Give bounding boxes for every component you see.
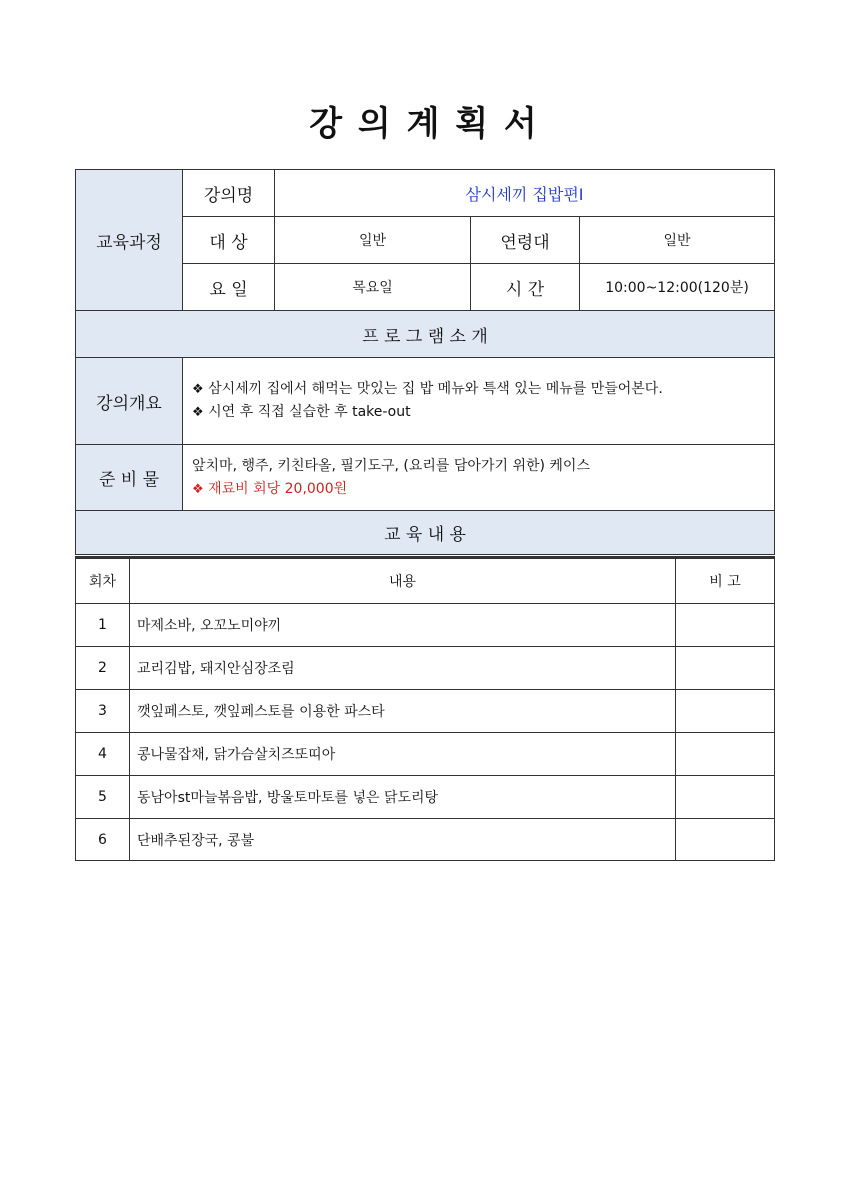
row-no: 4	[76, 733, 130, 776]
header-no: 회차	[76, 558, 130, 604]
row-content: 깻잎페스토, 깻잎페스토를 이용한 파스타	[130, 690, 676, 733]
diamond-bullet-icon: ❖	[192, 382, 204, 397]
fee-line	[192, 478, 774, 501]
education-table	[75, 556, 775, 861]
row-note	[676, 776, 775, 819]
table-row	[76, 690, 775, 733]
row-no: 1	[76, 604, 130, 647]
course-section-label: 교육과정	[76, 170, 183, 311]
row-note	[676, 733, 775, 776]
overview-line: ❖ 삼시세끼 집에서 해먹는 맛있는 집 밥 메뉴와 특색 있는 메뉴를 만들어본다.	[192, 381, 663, 397]
table-row	[76, 604, 775, 647]
target-label: 대 상	[183, 217, 275, 264]
target-value: 일반	[275, 217, 471, 264]
row-no: 6	[76, 819, 130, 861]
document-title: 강 의 계 획 서	[309, 104, 539, 144]
diamond-bullet-icon: ❖	[192, 481, 204, 497]
time-label: 시 간	[471, 264, 580, 311]
table-row	[76, 733, 775, 776]
row-note	[676, 647, 775, 690]
header-content: 내용	[130, 558, 676, 604]
row-note	[676, 604, 775, 647]
row-note	[676, 819, 775, 861]
time-value: 10:00~12:00(120분)	[580, 264, 775, 311]
overview-content	[183, 358, 775, 445]
table-row	[76, 776, 775, 819]
age-value: 일반	[580, 217, 775, 264]
day-label: 요 일	[183, 264, 275, 311]
course-name-label: 강의명	[183, 170, 275, 217]
supplies-text: 앞치마, 행주, 키친타올, 필기도구, (요리를 담아가기 위한) 케이스	[192, 457, 590, 474]
course-name-value: 삼시세끼 집밥편Ⅰ	[275, 170, 775, 217]
day-value: 목요일	[275, 264, 471, 311]
age-label: 연령대	[471, 217, 580, 264]
overview-line: ❖ 시연 후 직접 실습한 후 take-out	[192, 404, 411, 420]
row-content: 단배추된장국, 콩불	[130, 819, 676, 861]
program-section-header: 프 로 그 램 소 개	[76, 311, 775, 358]
diamond-bullet-icon: ❖	[192, 405, 204, 420]
row-content: 콩나물잡채, 닭가슴살치즈또띠아	[130, 733, 676, 776]
table-row	[76, 647, 775, 690]
header-note: 비 고	[676, 558, 775, 604]
table-row	[76, 819, 775, 861]
row-no: 5	[76, 776, 130, 819]
row-content: 동남아st마늘볶음밥, 방울토마토를 넣은 닭도리탕	[130, 776, 676, 819]
row-no: 3	[76, 690, 130, 733]
education-section-header: 교 육 내 용	[76, 511, 775, 555]
supplies-label: 준 비 물	[76, 445, 183, 511]
row-note	[676, 690, 775, 733]
overview-label: 강의개요	[76, 358, 183, 445]
course-info-table	[75, 169, 775, 555]
fee-text: 재료비 회당 20,000원	[208, 480, 348, 497]
supplies-content	[183, 445, 775, 511]
row-no: 2	[76, 647, 130, 690]
row-content: 마제소바, 오꼬노미야끼	[130, 604, 676, 647]
row-content: 교리김밥, 돼지안심장조림	[130, 647, 676, 690]
